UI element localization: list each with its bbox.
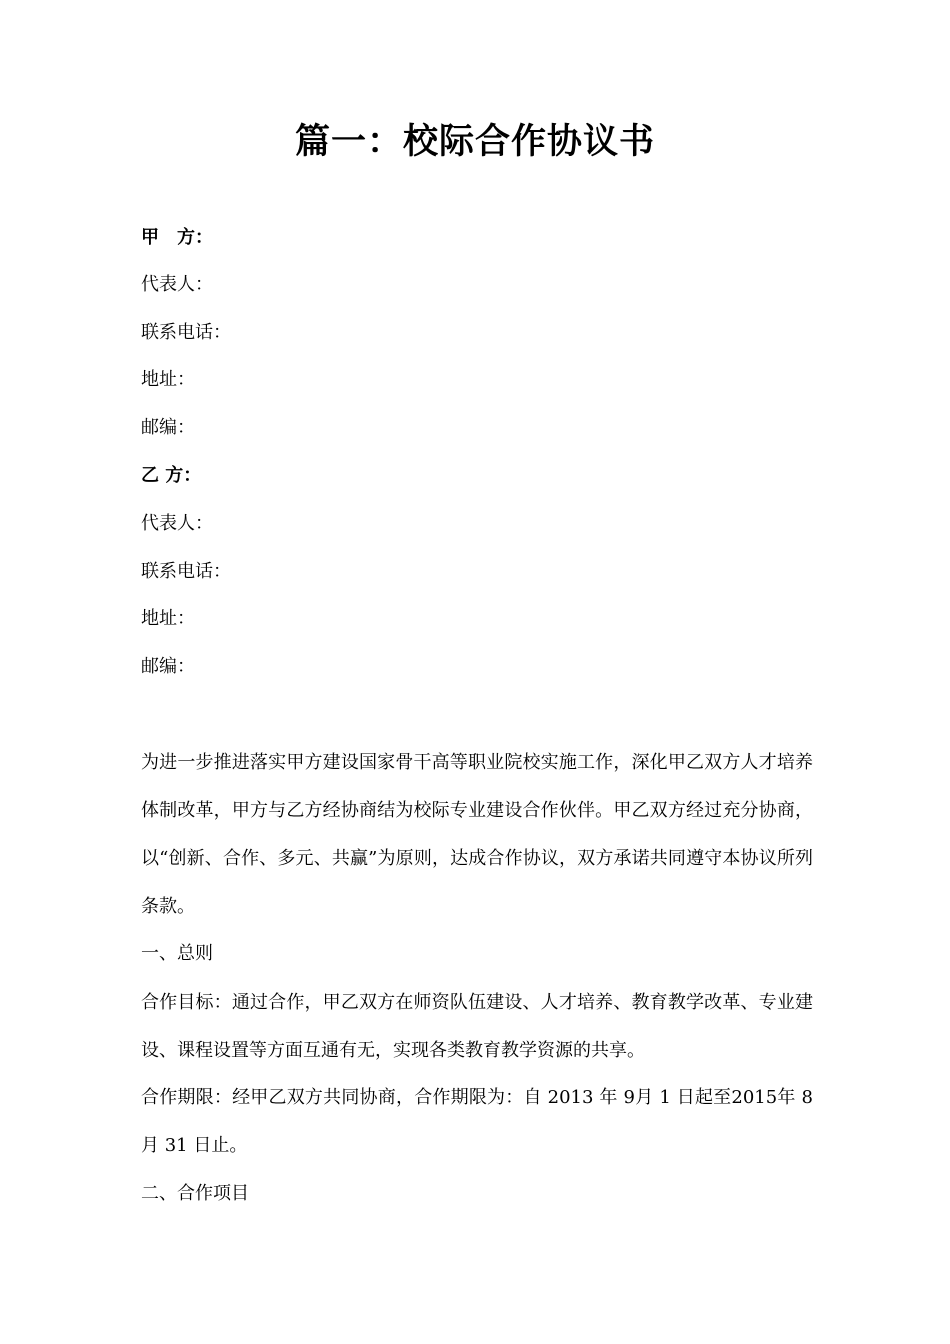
section-1-heading: 一、总则 (141, 943, 213, 964)
document-title: 篇一：校际合作协议书 (294, 121, 655, 162)
party-b-heading: 乙 方： (141, 465, 202, 486)
party-a-address-label: 地址： (141, 369, 195, 390)
party-b-postcode-label: 邮编： (141, 656, 195, 677)
party-b-address-label: 地址： (141, 608, 195, 629)
party-a-phone-label: 联系电话： (141, 322, 231, 343)
party-a-representative-label: 代表人： (141, 274, 213, 295)
party-b-phone-label: 联系电话： (141, 561, 231, 582)
section-2-heading: 二、合作项目 (141, 1183, 249, 1204)
cooperation-period-paragraph: 合作期限：经甲乙双方共同协商，合作期限为：自 2013 年 9月 1 日起至2015年 8 月 31 日止。 (141, 1087, 831, 1156)
party-b-representative-label: 代表人： (141, 513, 213, 534)
cooperation-goal-paragraph: 合作目标：通过合作，甲乙双方在师资队伍建设、人才培养、教育教学改革、专业建设、课程设置等方面互通有无，实现各类教育教学资源的共享。 (141, 992, 813, 1061)
party-a-postcode-label: 邮编： (141, 417, 195, 438)
party-a-heading: 甲 方： (141, 227, 213, 248)
intro-paragraph: 为进一步推进落实甲方建设国家骨干高等职业院校实施工作，深化甲乙双方人才培养体制改革，甲方与乙方经协商结为校际专业建设合作伙伴。甲乙双方经过充分协商，以“创新、合作、多元、共赢”为原则，达成合作协议，双方承诺共同遵守本协议所列条款。 (141, 752, 813, 917)
